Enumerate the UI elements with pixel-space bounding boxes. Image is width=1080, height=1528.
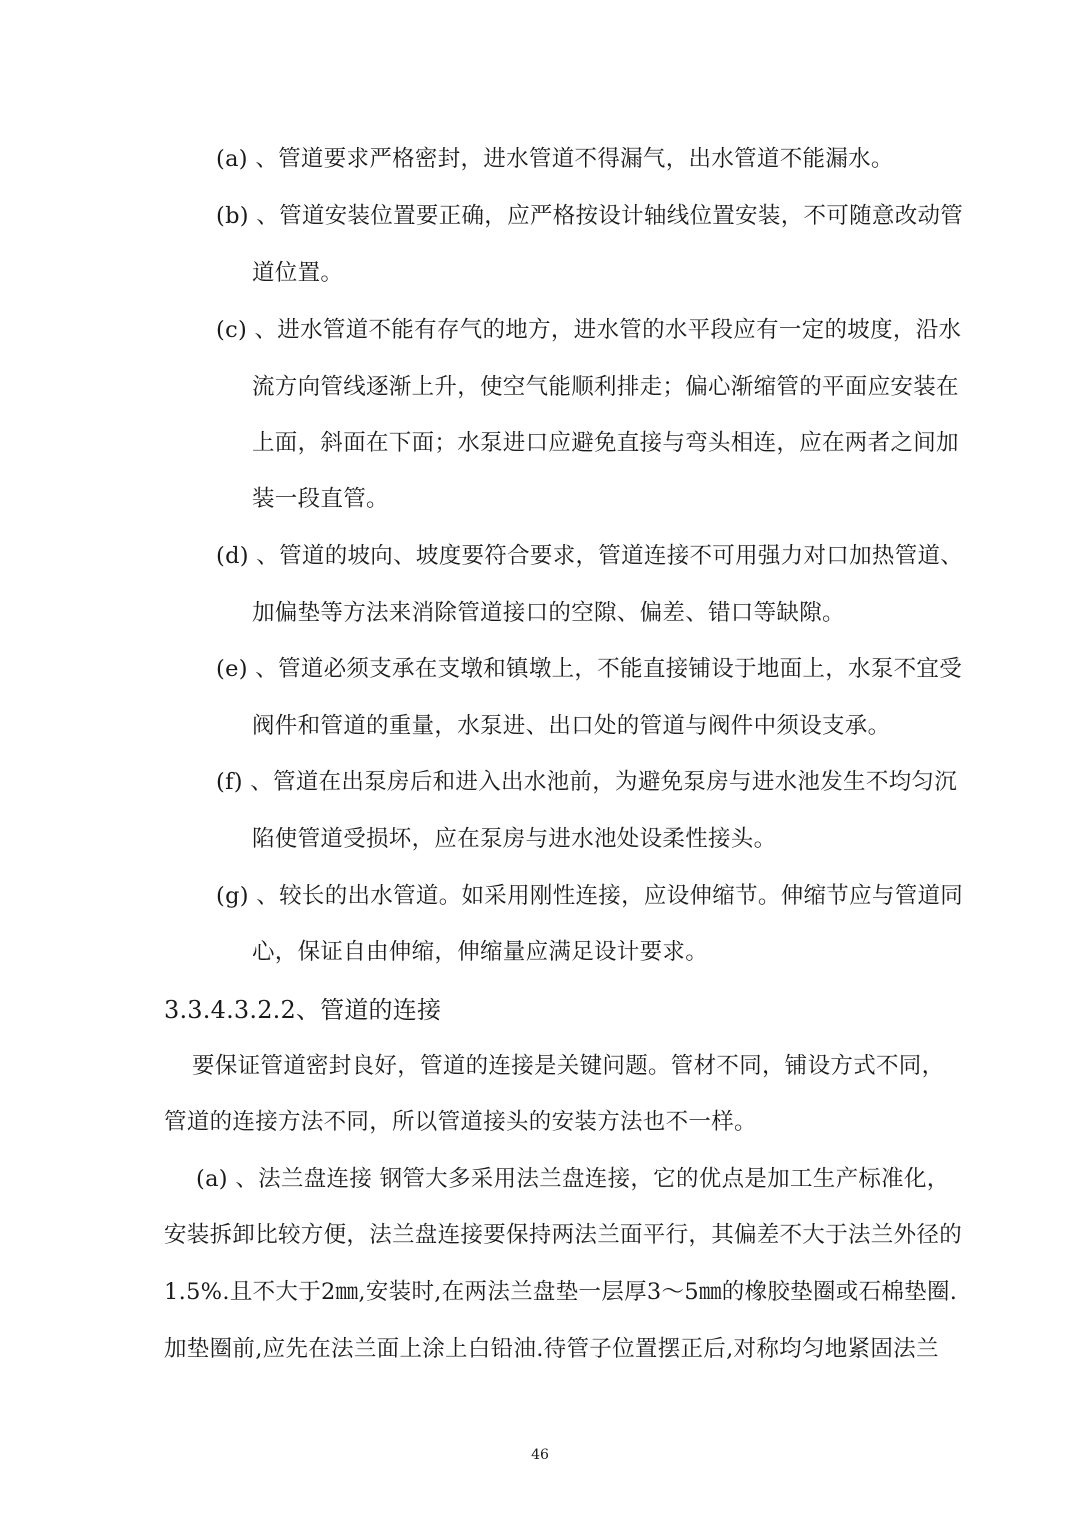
- list-item-a-line-1: (a) 、管道要求严格密封，进水管道不得漏气，出水管道不能漏水。: [216, 146, 894, 172]
- list-item-b-line-1: (b) 、管道安装位置要正确，应严格按设计轴线位置安装，不可随意改动管: [216, 203, 964, 229]
- list-item-b-line-2: 道位置。: [252, 260, 344, 286]
- sub-paragraph-line-3: 1.5%.且不大于2㎜,安装时,在两法兰盘垫一层厚3～5㎜的橡胶垫圈或石棉垫圈.: [164, 1279, 958, 1305]
- list-item-e-line-1: (e) 、管道必须支承在支墩和镇墩上，不能直接铺设于地面上，水泵不宜受: [216, 656, 963, 682]
- list-item-c-line-3: 上面，斜面在下面；水泵进口应避免直接与弯头相连，应在两者之间加: [252, 430, 959, 456]
- paragraph-line-2: 管道的连接方法不同，所以管道接头的安装方法也不一样。: [164, 1109, 757, 1135]
- list-item-e-line-2: 阀件和管道的重量，水泵进、出口处的管道与阀件中须设支承。: [252, 713, 891, 739]
- list-item-f-line-1: (f) 、管道在出泵房后和进入出水池前，为避免泵房与进水池发生不均匀沉: [216, 769, 958, 795]
- section-heading: 3.3.4.3.2.2、管道的连接: [164, 996, 442, 1024]
- list-item-c-line-1: (c) 、进水管道不能有存气的地方，进水管的水平段应有一定的坡度，沿水: [216, 317, 962, 343]
- list-item-d-line-1: (d) 、管道的坡向、坡度要符合要求，管道连接不可用强力对口加热管道、: [216, 543, 964, 569]
- list-item-c-line-4: 装一段直管。: [252, 486, 389, 512]
- list-item-g-line-1: (g) 、较长的出水管道。如采用刚性连接，应设伸缩节。伸缩节应与管道同: [216, 883, 964, 909]
- sub-paragraph-line-2: 安装拆卸比较方便，法兰盘连接要保持两法兰面平行，其偏差不大于法兰外径的: [164, 1222, 963, 1248]
- sub-paragraph-line-4: 加垫圈前,应先在法兰面上涂上白铅油.待管子位置摆正后,对称均匀地紧固法兰: [164, 1336, 939, 1362]
- list-item-c-line-2: 流方向管线逐渐上升，使空气能顺利排走；偏心渐缩管的平面应安装在: [252, 374, 959, 400]
- list-item-g-line-2: 心，保证自由伸缩，伸缩量应满足设计要求。: [252, 939, 709, 965]
- paragraph-line-1: 要保证管道密封良好，管道的连接是关键问题。管材不同，铺设方式不同，: [192, 1053, 945, 1079]
- page-number: 46: [531, 1447, 549, 1463]
- list-item-d-line-2: 加偏垫等方法来消除管道接口的空隙、偏差、错口等缺隙。: [252, 600, 845, 626]
- list-item-f-line-2: 陷使管道受损坏，应在泵房与进水池处设柔性接头。: [252, 826, 777, 852]
- sub-paragraph-line-1: (a) 、法兰盘连接 钢管大多采用法兰盘连接，它的优点是加工生产标准化，: [196, 1166, 950, 1192]
